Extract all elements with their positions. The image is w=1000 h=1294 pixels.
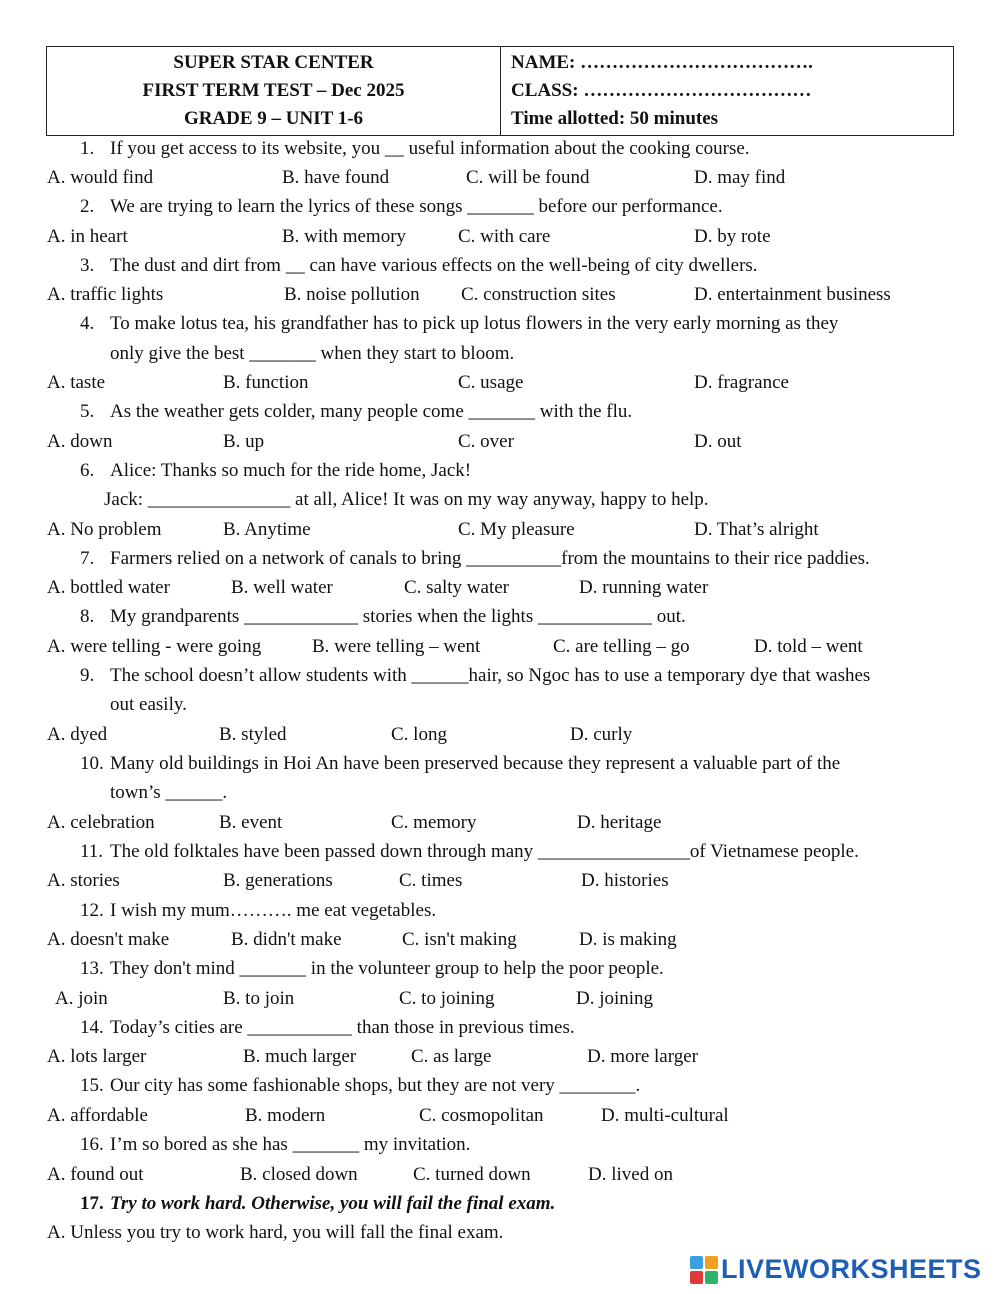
option-3c[interactable]: C. construction sites	[461, 284, 616, 305]
name-field: NAME: ……………………………….	[511, 52, 813, 73]
option-13c[interactable]: C. to joining	[399, 988, 495, 1009]
option-7d[interactable]: D. running water	[579, 577, 709, 598]
option-11b[interactable]: B. generations	[223, 870, 333, 891]
question-6: 6. Alice: Thanks so much for the ride home, Jack!	[80, 460, 472, 481]
option-5d[interactable]: D. out	[694, 431, 742, 452]
option-2a[interactable]: A. in heart	[47, 226, 128, 247]
option-15a[interactable]: A. affordable	[47, 1105, 148, 1126]
question-6-continued: Jack: _______________ at all, Alice! It was on my way anyway, happy to help.	[104, 489, 709, 510]
question-15: 15. Our city has some fashionable shops, but they are not very ________.	[80, 1075, 641, 1096]
question-9-continued: out easily.	[110, 694, 187, 715]
option-4d[interactable]: D. fragrance	[694, 372, 789, 393]
question-16: 16. I’m so bored as she has _______ my invitation.	[80, 1134, 471, 1155]
option-11d[interactable]: D. histories	[581, 870, 669, 891]
liveworksheets-logo-text: LIVEWORKSHEETS	[721, 1254, 982, 1284]
question-9: 9. The school doesn’t allow students with ______hair, so Ngoc has to use a temporary dye that washes	[80, 665, 871, 686]
option-3d[interactable]: D. entertainment business	[694, 284, 891, 305]
option-14b[interactable]: B. much larger	[243, 1046, 357, 1067]
option-3a[interactable]: A. traffic lights	[47, 284, 164, 305]
option-15d[interactable]: D. multi-cultural	[601, 1105, 729, 1126]
option-5c[interactable]: C. over	[458, 431, 514, 452]
header-student-info	[501, 47, 953, 135]
option-11c[interactable]: C. times	[399, 870, 463, 891]
header-center-info	[47, 47, 501, 135]
liveworksheets-logo	[690, 1254, 982, 1285]
option-1b[interactable]: B. have found	[282, 167, 390, 188]
option-2d[interactable]: D. by rote	[694, 226, 771, 247]
option-9c[interactable]: C. long	[391, 724, 447, 745]
question-7: 7. Farmers relied on a network of canals to bring __________from the mountains to their rice paddies.	[80, 548, 870, 569]
option-6c[interactable]: C. My pleasure	[458, 519, 575, 540]
option-4b[interactable]: B. function	[223, 372, 309, 393]
option-7a[interactable]: A. bottled water	[47, 577, 170, 598]
question-2: 2. We are trying to learn the lyrics of these songs _______ before our performance.	[80, 196, 723, 217]
test-title: FIRST TERM TEST – Dec 2025	[142, 80, 405, 101]
question-10: 10. Many old buildings in Hoi An have been preserved because they represent a valuable part of the	[80, 753, 841, 774]
option-2b[interactable]: B. with memory	[282, 226, 407, 247]
option-10a[interactable]: A. celebration	[47, 812, 155, 833]
center-name: SUPER STAR CENTER	[173, 52, 374, 73]
option-15b[interactable]: B. modern	[245, 1105, 326, 1126]
question-12: 12. I wish my mum………. me eat vegetables.	[80, 900, 437, 921]
question-10-continued: town’s ______.	[110, 782, 228, 803]
option-9b[interactable]: B. styled	[219, 724, 287, 745]
option-6d[interactable]: D. That’s alright	[694, 519, 819, 540]
option-14a[interactable]: A. lots larger	[47, 1046, 147, 1067]
question-8: 8. My grandparents ____________ stories when the lights ____________ out.	[80, 606, 686, 627]
option-5a[interactable]: A. down	[47, 431, 113, 452]
option-15c[interactable]: C. cosmopolitan	[419, 1105, 544, 1126]
option-4a[interactable]: A. taste	[47, 372, 106, 393]
option-13d[interactable]: D. joining	[576, 988, 654, 1009]
option-9a[interactable]: A. dyed	[47, 724, 108, 745]
question-13: 13. They don't mind _______ in the volunteer group to help the poor people.	[80, 958, 664, 979]
option-17a[interactable]: A. Unless you try to work hard, you will fall the final exam.	[47, 1222, 504, 1243]
option-16d[interactable]: D. lived on	[588, 1164, 673, 1185]
class-field: CLASS: ………………………………	[511, 80, 812, 101]
question-4-continued: only give the best _______ when they start to bloom.	[110, 343, 515, 364]
option-13b[interactable]: B. to join	[223, 988, 295, 1009]
option-13a[interactable]: A. join	[55, 988, 108, 1009]
question-5: 5. As the weather gets colder, many people come _______ with the flu.	[80, 401, 633, 422]
option-6b[interactable]: B. Anytime	[223, 519, 311, 540]
option-12d[interactable]: D. is making	[579, 929, 677, 950]
option-10b[interactable]: B. event	[219, 812, 283, 833]
question-14: 14. Today’s cities are ___________ than those in previous times.	[80, 1017, 575, 1038]
liveworksheets-logo-icon	[690, 1256, 718, 1284]
option-10d[interactable]: D. heritage	[577, 812, 662, 833]
option-12a[interactable]: A. doesn't make	[47, 929, 170, 950]
option-16c[interactable]: C. turned down	[413, 1164, 531, 1185]
option-14c[interactable]: C. as large	[411, 1046, 492, 1067]
option-6a[interactable]: A. No problem	[47, 519, 162, 540]
option-8c[interactable]: C. are telling – go	[553, 636, 690, 657]
option-14d[interactable]: D. more larger	[587, 1046, 698, 1067]
question-11: 11. The old folktales have been passed down through many ________________of Vietnamese people.	[80, 841, 859, 862]
option-12c[interactable]: C. isn't making	[402, 929, 517, 950]
option-7b[interactable]: B. well water	[231, 577, 333, 598]
option-11a[interactable]: A. stories	[47, 870, 120, 891]
option-10c[interactable]: C. memory	[391, 812, 477, 833]
question-3: 3. The dust and dirt from __ can have various effects on the well-being of city dwellers.	[80, 255, 758, 276]
option-16a[interactable]: A. found out	[47, 1164, 144, 1185]
option-1c[interactable]: C. will be found	[466, 167, 590, 188]
question-1: 1. If you get access to its website, you __ useful information about the cooking course.	[80, 138, 750, 159]
time-allotted: Time allotted: 50 minutes	[511, 108, 719, 129]
option-16b[interactable]: B. closed down	[240, 1164, 358, 1185]
option-3b[interactable]: B. noise pollution	[284, 284, 420, 305]
option-8a[interactable]: A. were telling - were going	[47, 636, 262, 657]
option-5b[interactable]: B. up	[223, 431, 265, 452]
grade-unit: GRADE 9 – UNIT 1-6	[183, 108, 364, 129]
option-1a[interactable]: A. would find	[47, 167, 154, 188]
option-9d[interactable]: D. curly	[570, 724, 633, 745]
option-8d[interactable]: D. told – went	[754, 636, 863, 657]
question-4: 4. To make lotus tea, his grandfather has to pick up lotus flowers in the very early morning as they	[80, 313, 839, 334]
option-4c[interactable]: C. usage	[458, 372, 524, 393]
option-8b[interactable]: B. were telling – went	[312, 636, 481, 657]
option-2c[interactable]: C. with care	[458, 226, 551, 247]
option-1d[interactable]: D. may find	[694, 167, 786, 188]
option-7c[interactable]: C. salty water	[404, 577, 510, 598]
question-17: 17. Try to work hard. Otherwise, you will fail the final exam.	[80, 1193, 556, 1214]
exam-header-table	[46, 46, 954, 136]
option-12b[interactable]: B. didn't make	[231, 929, 342, 950]
